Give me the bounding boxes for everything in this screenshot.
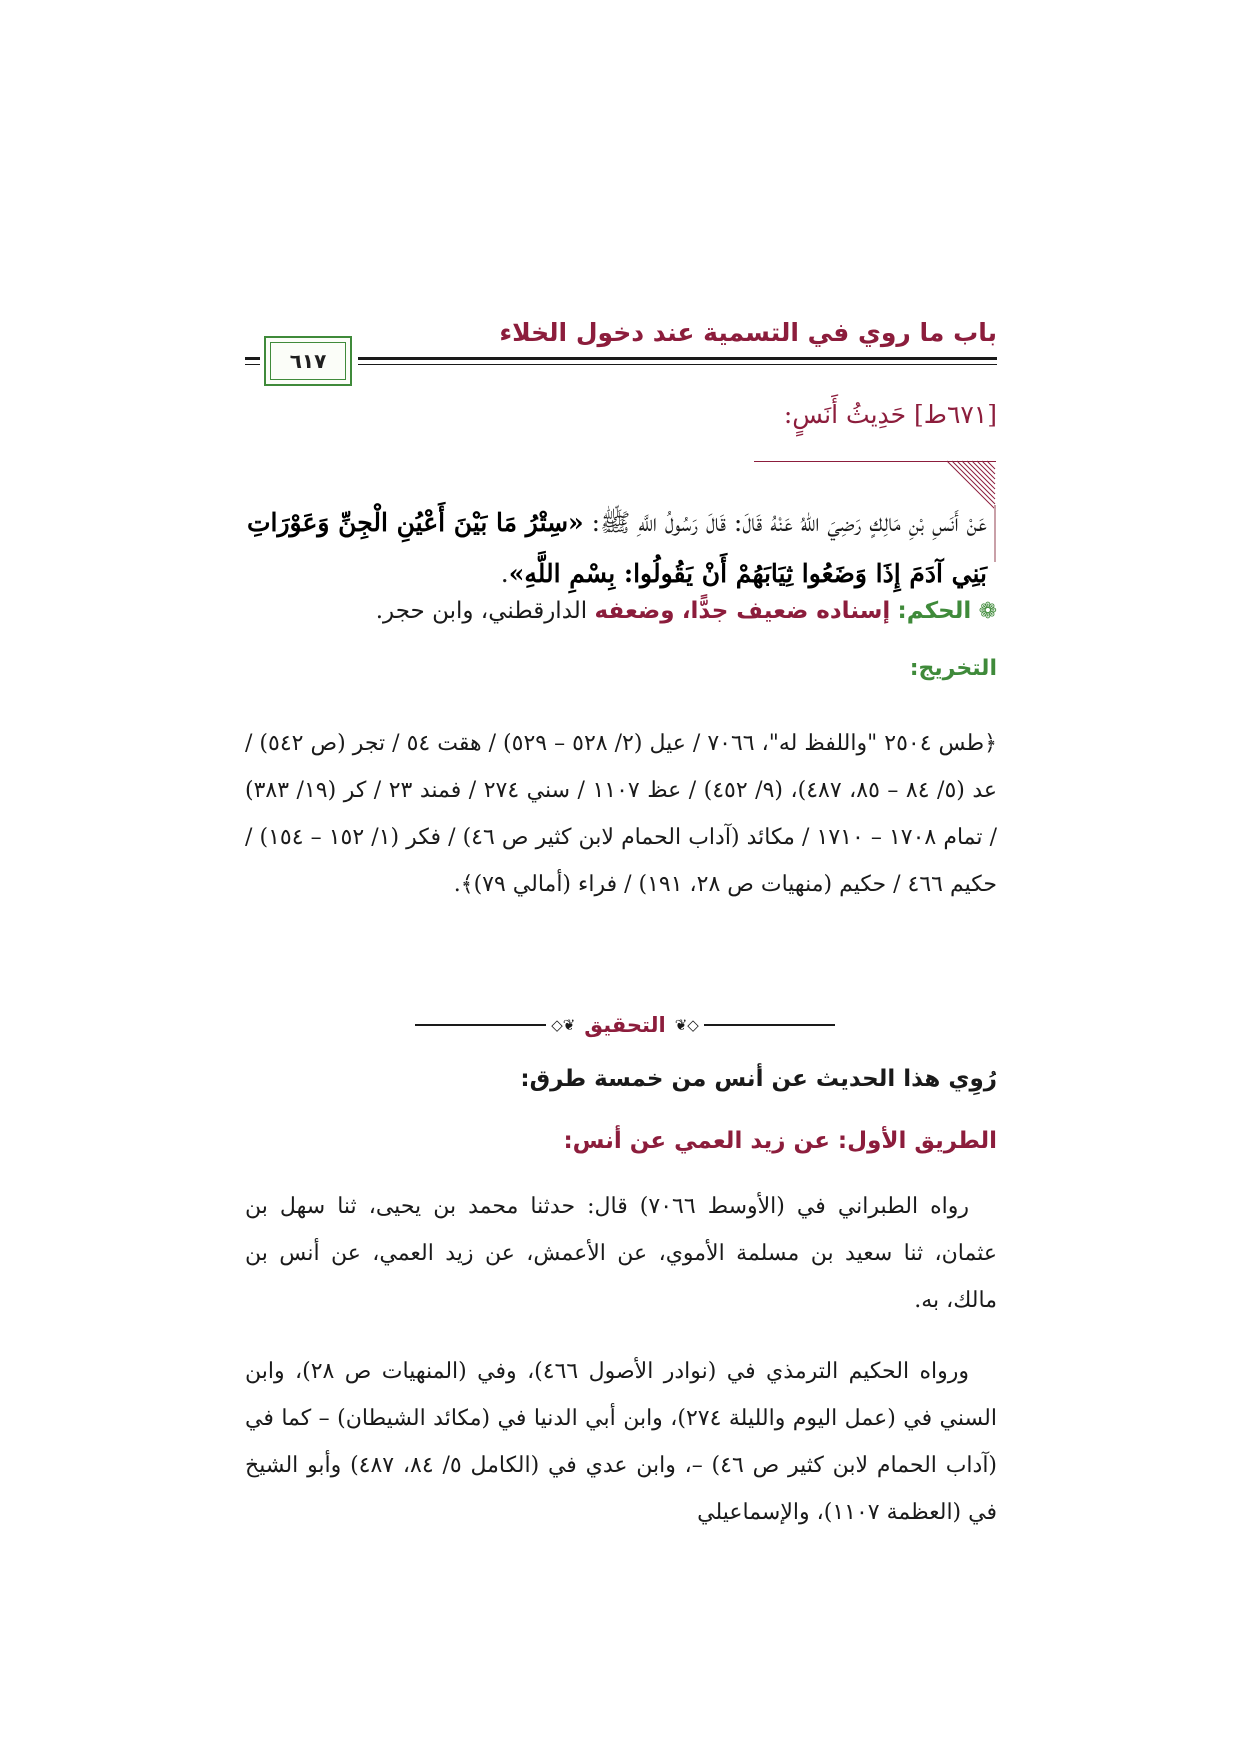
divider-line-right — [704, 1024, 835, 1026]
page-number: ٦١٧ — [289, 349, 327, 373]
takhrij-text: ﴿طس ٢٥٠٤ "واللفظ له"، ٧٠٦٦ / عيل (٢/ ٥٢٨ – ٥٢٩) / هقت ٥٤ / تجر (ص ٥٤٢) / عد (٥/ ٨٤ – ٨٥، ٤٨٧)، (٩/ ٤٥٢) / عظ ١١٠٧ / سني ٢٧٤ / فمند ٢٣ / كر (١٩/ ٣٨٣) / تمام ١٧٠٨ – ١٧١٠ / مكائد (آداب الحمام لابن كثير ص ٤٦) / فكر (١/ ١٥٢ – ١٥٤) / حكيم ٤٦٦ / حكيم (منهيات ص ٢٨، ١٩١) / فراء (أمالي ٧٩)﴾. — [245, 731, 998, 897]
hadith-text — [247, 497, 987, 599]
header-rule-left — [245, 357, 260, 360]
page-number-frame — [264, 336, 352, 386]
ruling-line — [247, 598, 997, 624]
header-rule-left-thin — [245, 364, 260, 365]
takhrij-title: التخريج: — [909, 656, 997, 681]
hadith-heading: [٦٧١ط] حَدِيثُ أَنَسٍ: — [783, 400, 997, 429]
hadith-intro: عَنْ أَنَسِ بْنِ مَالِكٍ رَضِيَ اللهُ عَنْهُ قَالَ: قَالَ رَسُولُ اللَّهِ ﷺ: — [591, 508, 987, 537]
first-path-heading: الطريق الأول: عن زيد العمي عن أنس: — [563, 1128, 997, 1154]
ruling-weakened-label: وضعفه — [594, 598, 675, 624]
paragraph: رواه الطبراني في (الأوسط ٧٠٦٦) قال: حدثنا محمد بن يحيى، ثنا سهل بن عثمان، ثنا سعيد بن مسلمة الأموي، عن الأعمش، عن زيد العمي، عن أنس بن مالك، به. — [245, 1194, 997, 1313]
ruling-label: الحكم: — [897, 598, 972, 624]
hadith-end: . — [500, 559, 509, 588]
divider-ornament-icon: ◇❦ — [551, 1016, 576, 1034]
tahqiq-title: التحقيق — [584, 1013, 666, 1037]
header-rule — [358, 357, 997, 360]
divider-ornament-icon-right: ❦◇ — [674, 1016, 699, 1034]
tahqiq-intro: رُوِي هذا الحديث عن أنس من خمسة طرق: — [520, 1066, 997, 1092]
ruling-weakened-by: الدارقطني، وابن حجر. — [375, 598, 588, 624]
running-title: باب ما روي في التسمية عند دخول الخلاء — [499, 318, 997, 347]
section-divider — [415, 1012, 835, 1038]
header-rule-thin — [358, 364, 997, 365]
flower-emblem-icon: ❁ — [978, 599, 997, 624]
paragraph: ورواه الحكيم الترمذي في (نوادر الأصول ٤٦٦)، وفي (المنهيات ص ٢٨)، وابن السني في (عمل اليوم والليلة ٢٧٤)، وابن أبي الدنيا في (مكائد الشيطان) – كما في (آداب الحمام لابن كثير ص ٤٦) –، وابن عدي في (الكامل ٥/ ٨٤، ٤٨٧) وأبو الشيخ في (العظمة ١١٠٧)، والإسماعيلي — [245, 1359, 998, 1525]
divider-line-left — [415, 1024, 546, 1026]
hadith-matn: «سِتْرُ مَا بَيْنَ أَعْيُنِ الْجِنِّ وَعَوْرَاتِ بَنِي آدَمَ إِذَا وَضَعُوا ثِيَابَهُمْ أَنْ يَقُولُوا: بِسْمِ اللَّهِ» — [247, 508, 987, 588]
ruling-verdict: إسناده ضعيف جدًّا، — [681, 598, 891, 624]
hadith-frame-side — [994, 505, 996, 562]
